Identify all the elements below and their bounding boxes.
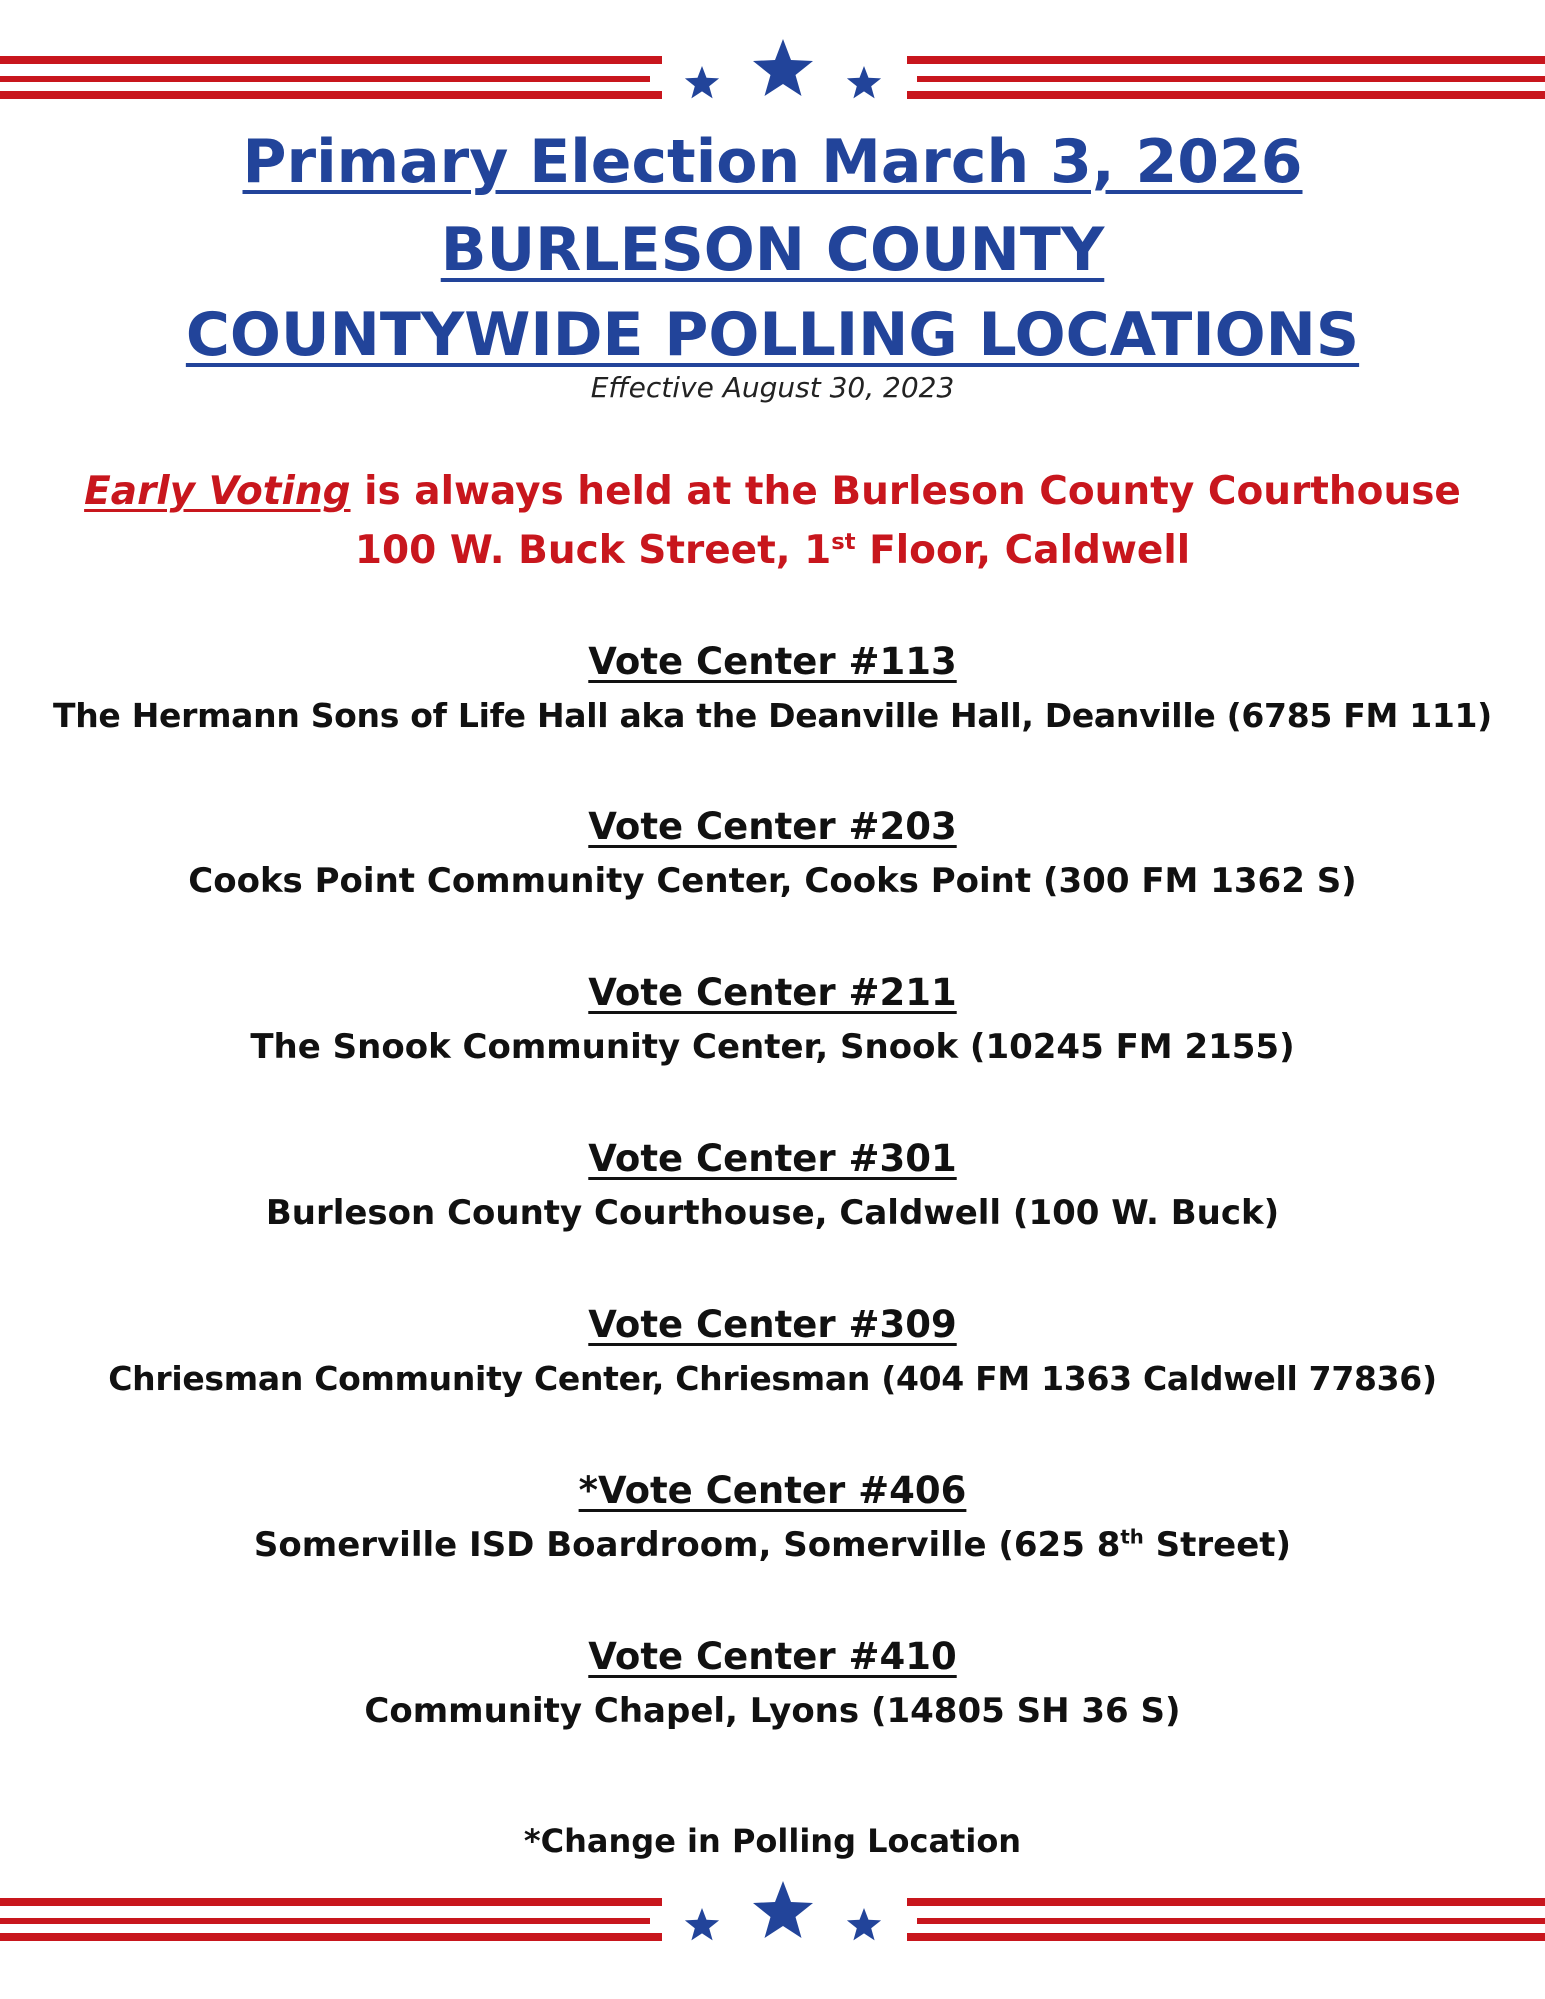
vote-center-location-part-2: Street) — [1143, 1525, 1292, 1565]
change-note: *Change in Polling Location — [523, 1822, 1022, 1860]
vote-center-location — [0, 1520, 1545, 1570]
vote-center-heading: *Vote Center #406 — [578, 1469, 967, 1512]
county-title: BURLESON COUNTY — [440, 215, 1105, 285]
early-voting-address-part-1: 100 W. Buck Street, 1 — [354, 528, 832, 573]
vote-center-location: Community Chapel, Lyons (14805 SH 36 S) — [364, 1691, 1181, 1731]
vote-center-heading: Vote Center #410 — [588, 1635, 957, 1678]
early-voting-text: is always held at the Burleson County Courthouse — [350, 469, 1461, 514]
vote-center-location: Chriesman Community Center, Chriesman (404 FM 1363 Caldwell 77836) — [108, 1359, 1437, 1398]
vote-center-heading: Vote Center #203 — [588, 805, 957, 848]
polling-locations-title: COUNTYWIDE POLLING LOCATIONS — [185, 300, 1360, 370]
star-stripe-banner-icon — [0, 1880, 1545, 1950]
star-stripe-banner-icon — [0, 38, 1545, 108]
vote-center-heading: Vote Center #211 — [588, 971, 957, 1014]
vote-center-location-sup: th — [1120, 1525, 1144, 1549]
vote-center-heading: Vote Center #113 — [588, 640, 957, 683]
vote-center-location: The Hermann Sons of Life Hall aka the Deanville Hall, Deanville (6785 FM 111) — [53, 696, 1492, 735]
early-voting-address — [0, 523, 1545, 579]
vote-center-location-part-1: Somerville ISD Boardroom, Somerville (625 8 — [253, 1525, 1121, 1565]
bottom-star-banner — [0, 1880, 1545, 1950]
vote-center-location: Cooks Point Community Center, Cooks Point (300 FM 1362 S) — [188, 861, 1357, 901]
vote-center-heading: Vote Center #309 — [588, 1303, 957, 1346]
star-icon — [685, 1908, 719, 1940]
effective-date: Effective August 30, 2023 — [590, 371, 955, 404]
early-voting-line-1 — [0, 464, 1545, 520]
top-star-banner — [0, 38, 1545, 108]
page-title: Primary Election March 3, 2026 — [242, 127, 1303, 197]
vote-center-heading: Vote Center #301 — [588, 1137, 957, 1180]
star-icon — [847, 1908, 881, 1940]
star-icon — [753, 1881, 813, 1938]
star-icon — [847, 66, 881, 98]
early-voting-address-part-2: Floor, Caldwell — [855, 528, 1191, 573]
star-icon — [753, 39, 813, 96]
vote-center-location: Burleson County Courthouse, Caldwell (100 W. Buck) — [265, 1193, 1280, 1233]
star-icon — [685, 66, 719, 98]
vote-center-location: The Snook Community Center, Snook (10245 FM 2155) — [250, 1027, 1295, 1067]
early-voting-address-sup: st — [831, 529, 856, 555]
early-voting-emphasis: Early Voting — [84, 469, 351, 514]
